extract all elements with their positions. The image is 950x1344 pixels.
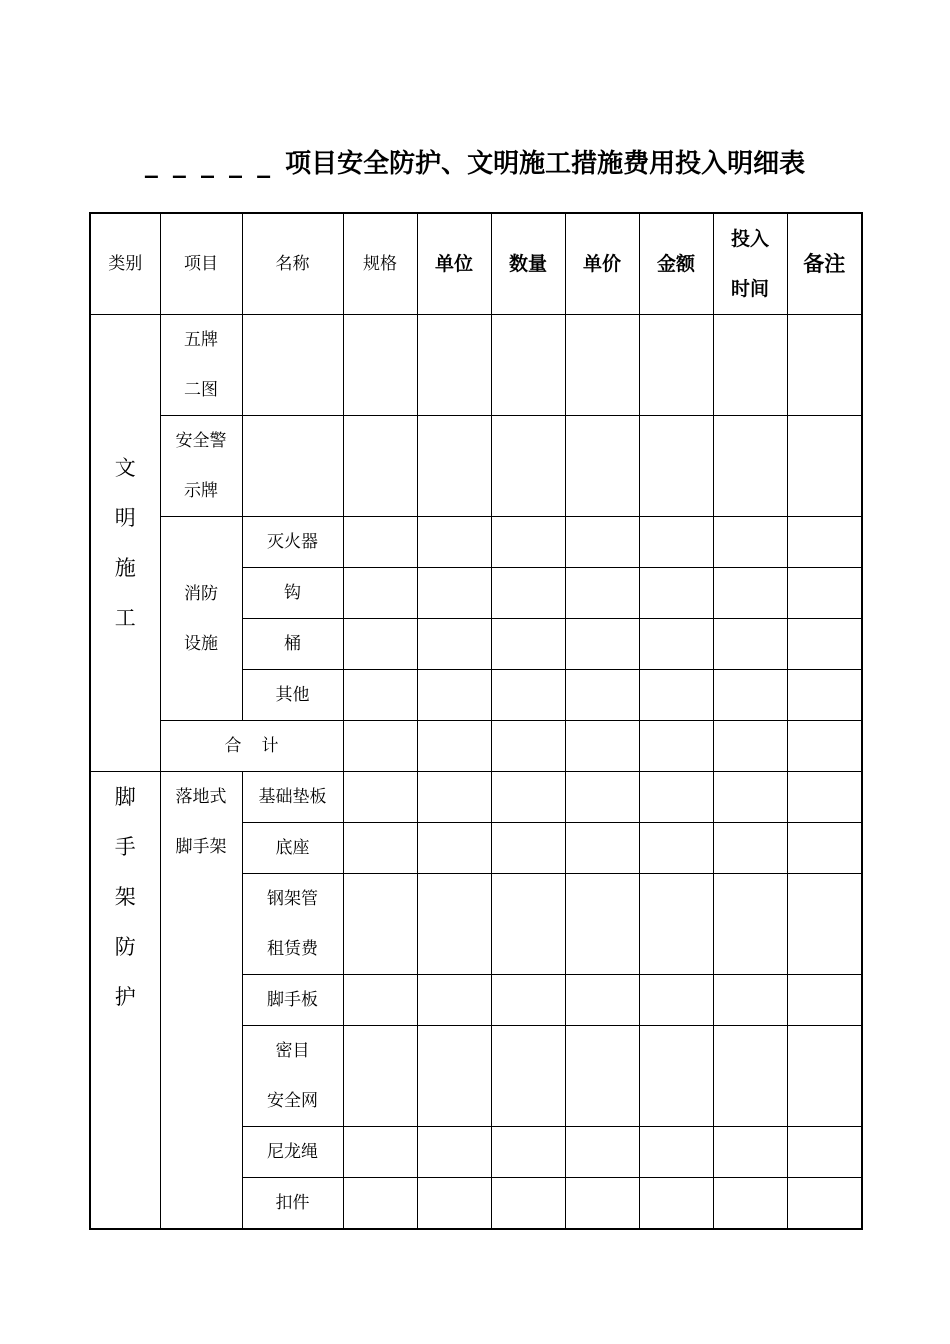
cell-unit [417,975,491,1026]
table-row [90,772,862,823]
category-char: 架 [114,885,136,909]
cell-unit [417,568,491,619]
cell-amount [639,874,713,975]
category-char: 防 [114,935,136,959]
cell-remark [787,568,862,619]
cell-unit-price [565,1127,639,1178]
header-spec: 规格 [343,213,417,315]
cell-amount [639,1178,713,1230]
cell-quantity [491,874,565,975]
cell-time [713,670,787,721]
item-line: 落地式 [175,787,227,807]
name-steel-pipe-rental [242,874,343,975]
total-char: 计 [261,736,279,756]
table-row [90,315,862,416]
cell-unit-price [565,568,639,619]
header-quantity: 数量 [491,213,565,315]
category-char: 手 [114,835,136,859]
cell-unit-price [565,721,639,772]
cell-unit [417,416,491,517]
cell-amount [639,315,713,416]
header-remark: 备注 [787,213,862,315]
cell-unit [417,517,491,568]
cell-spec [343,721,417,772]
cell-unit-price [565,416,639,517]
cell-amount [639,670,713,721]
cell-quantity [491,1026,565,1127]
cell-amount [639,772,713,823]
cell-remark [787,670,862,721]
item-line: 示牌 [184,481,218,501]
category-char: 明 [114,506,136,530]
cell-remark [787,874,862,975]
cell-unit-price [565,517,639,568]
cell-unit [417,670,491,721]
header-time [713,213,787,315]
cell-remark [787,619,862,670]
cell-spec [343,568,417,619]
cell-spec [343,1178,417,1230]
cell-unit [417,772,491,823]
category-char: 脚 [114,785,136,809]
cell-amount [639,568,713,619]
cell-amount [639,721,713,772]
cell-unit [417,874,491,975]
cell-amount [639,1026,713,1127]
cell-remark [787,1127,862,1178]
item-floor-scaffold [160,772,242,1230]
category-civilized-construction [90,315,160,772]
cell-quantity [491,1178,565,1230]
cell-unit [417,823,491,874]
category-char: 施 [114,556,136,580]
header-unit-price: 单价 [565,213,639,315]
header-time-line1: 投入 [730,228,769,250]
cell-time [713,416,787,517]
cell-quantity [491,619,565,670]
cell-time [713,619,787,670]
header-category: 类别 [90,213,160,315]
cell-spec [343,1127,417,1178]
table-row [90,517,862,568]
cell-spec [343,1026,417,1127]
cell-quantity [491,975,565,1026]
cell-spec [343,315,417,416]
cell-quantity [491,1127,565,1178]
header-name: 名称 [242,213,343,315]
name-base: 底座 [242,823,343,874]
cell-remark [787,517,862,568]
item-line: 设施 [184,633,218,654]
cell-remark [787,975,862,1026]
total-row [90,721,862,772]
cell-unit-price [565,823,639,874]
title-text: 项目安全防护、文明施工措施费用投入明细表 [285,149,806,179]
cell-spec [343,975,417,1026]
category-char: 工 [114,606,136,630]
cell-spec [343,517,417,568]
cell-quantity [491,721,565,772]
cell-quantity [491,670,565,721]
cell-spec [343,874,417,975]
name-fire-extinguisher: 灭火器 [242,517,343,568]
name-fastener: 扣件 [242,1178,343,1230]
item-safety-warning-signs [160,416,242,517]
category-char: 文 [114,456,136,480]
cell-remark [787,721,862,772]
table-row [90,416,862,517]
cell-spec [343,823,417,874]
name-line: 租赁费 [267,939,318,959]
cell-name [242,416,343,517]
cell-unit [417,1026,491,1127]
cell-amount [639,416,713,517]
cell-unit [417,619,491,670]
name-bucket: 桶 [242,619,343,670]
name-other: 其他 [242,670,343,721]
cell-unit [417,1178,491,1230]
name-nylon-rope: 尼龙绳 [242,1127,343,1178]
name-hook: 钩 [242,568,343,619]
cell-unit-price [565,975,639,1026]
cell-time [713,721,787,772]
item-line: 脚手架 [175,837,227,857]
cell-spec [343,619,417,670]
cell-remark [787,1026,862,1127]
cell-time [713,568,787,619]
header-amount: 金额 [639,213,713,315]
item-fire-facilities [160,517,242,721]
cell-amount [639,975,713,1026]
header-unit: 单位 [417,213,491,315]
item-five-boards-two-maps [160,315,242,416]
cell-unit-price [565,874,639,975]
cell-unit-price [565,619,639,670]
cell-remark [787,1178,862,1230]
cell-remark [787,772,862,823]
cell-unit-price [565,1026,639,1127]
cell-amount [639,1127,713,1178]
name-dense-safety-net [242,1026,343,1127]
header-item: 项目 [160,213,242,315]
cell-spec [343,416,417,517]
header-time-line2: 时间 [730,278,769,300]
name-scaffold-board: 脚手板 [242,975,343,1026]
total-char: 合 [224,736,242,756]
category-char: 护 [114,985,136,1009]
cell-time [713,315,787,416]
cell-time [713,1178,787,1230]
cell-amount [639,619,713,670]
expense-detail-table [89,212,863,1230]
cell-unit [417,721,491,772]
name-line: 安全网 [267,1091,318,1111]
cell-spec [343,772,417,823]
cell-time [713,975,787,1026]
cell-unit-price [565,772,639,823]
cell-remark [787,315,862,416]
cell-amount [639,517,713,568]
cell-quantity [491,568,565,619]
name-line: 钢架管 [267,889,318,909]
cell-unit [417,1127,491,1178]
cell-spec [343,670,417,721]
cell-name [242,315,343,416]
category-scaffold-protection [90,772,160,1230]
cell-amount [639,823,713,874]
cell-quantity [491,416,565,517]
name-line: 密目 [275,1041,310,1061]
name-base-plate: 基础垫板 [242,772,343,823]
cell-time [713,772,787,823]
cell-time [713,1026,787,1127]
item-line: 消防 [184,583,218,604]
cell-quantity [491,823,565,874]
cell-remark [787,416,862,517]
cell-time [713,1127,787,1178]
cell-unit-price [565,670,639,721]
document-title [0,146,950,182]
cell-remark [787,823,862,874]
cell-time [713,823,787,874]
cell-quantity [491,517,565,568]
title-blank-line: _ _ _ _ _ [144,149,286,179]
cell-quantity [491,315,565,416]
cell-time [713,874,787,975]
cell-quantity [491,772,565,823]
cell-unit [417,315,491,416]
total-label [160,721,343,772]
cell-time [713,517,787,568]
cell-unit-price [565,315,639,416]
item-line: 二图 [184,380,218,400]
item-line: 安全警 [175,431,227,451]
item-line: 五牌 [184,330,218,350]
cell-unit-price [565,1178,639,1230]
header-row [90,213,862,315]
